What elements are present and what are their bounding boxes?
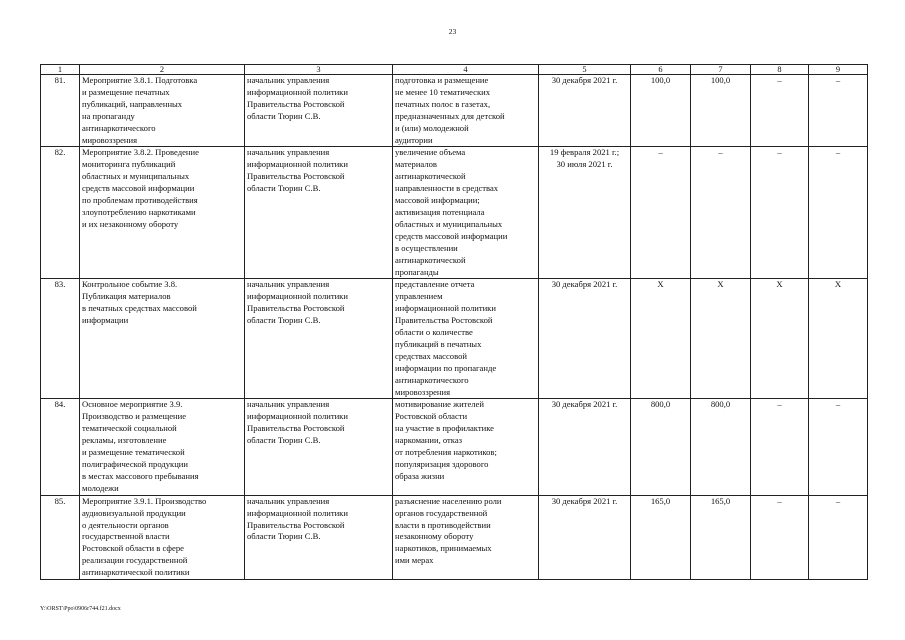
row-number: 82.: [41, 147, 80, 279]
value-cell: 800,0: [631, 399, 691, 495]
value-cell: –: [691, 147, 751, 279]
column-header: 6: [631, 65, 691, 75]
column-header: 4: [393, 65, 539, 75]
result-cell: мотивирование жителей Ростовской области на участие в профилактике наркомании, отказ от потребления наркотиков; популяризация здорового образа жизни: [393, 399, 539, 495]
row-number: 84.: [41, 399, 80, 495]
result-cell: увеличение объема материалов антинаркотической направленности в средствах массовой информации; активизация потенциала областных и муниципальных средств массовой информации в осуществлении антинаркотической пропаганды: [393, 147, 539, 279]
responsible-cell: начальник управления информационной политики Правительства Ростовской области Тюрин С.В.: [245, 279, 393, 399]
header-row: [41, 65, 868, 75]
value-cell: 800,0: [691, 399, 751, 495]
table-row: [41, 279, 868, 399]
column-header: 2: [80, 65, 245, 75]
plan-table: [40, 64, 868, 580]
date-cell: 30 декабря 2021 г.: [539, 279, 631, 399]
result-cell: подготовка и размещение не менее 10 тематических печатных полос в газетах, предназначенных для детской и (или) молодежной аудитории: [393, 75, 539, 147]
value-cell: Х: [631, 279, 691, 399]
responsible-cell: начальник управления информационной политики Правительства Ростовской области Тюрин С.В.: [245, 147, 393, 279]
value-cell: –: [751, 399, 809, 495]
event-cell: Мероприятие 3.8.1. Подготовка и размещение печатных публикаций, направленных на пропаганду антинаркотического мировоззрения: [80, 75, 245, 147]
event-cell: Мероприятие 3.9.1. Производство аудиовизуальной продукции о деятельности органов государственной власти Ростовской области в сфере реализации государственной антинаркотической политики: [80, 495, 245, 579]
result-cell: разъяснение населению роли органов государственной власти в противодействии незаконному обороту наркотиков, принимаемых ими мерах: [393, 495, 539, 579]
value-cell: Х: [751, 279, 809, 399]
file-path-footer: Y:\ORST\Ppo\0906r744.f21.docx: [40, 606, 121, 612]
date-cell: 30 декабря 2021 г.: [539, 399, 631, 495]
responsible-cell: начальник управления информационной политики Правительства Ростовской области Тюрин С.В.: [245, 75, 393, 147]
table-row: [41, 147, 868, 279]
responsible-cell: начальник управления информационной политики Правительства Ростовской области Тюрин С.В.: [245, 495, 393, 579]
value-cell: –: [631, 147, 691, 279]
value-cell: 100,0: [691, 75, 751, 147]
column-header: 7: [691, 65, 751, 75]
value-cell: –: [751, 75, 809, 147]
column-header: 5: [539, 65, 631, 75]
event-cell: Контрольное событие 3.8. Публикация материалов в печатных средствах массовой информации: [80, 279, 245, 399]
value-cell: –: [751, 495, 809, 579]
table-row: [41, 75, 868, 147]
column-header: 3: [245, 65, 393, 75]
row-number: 85.: [41, 495, 80, 579]
date-cell: 19 февраля 2021 г.; 30 июля 2021 г.: [539, 147, 631, 279]
value-cell: Х: [691, 279, 751, 399]
row-number: 83.: [41, 279, 80, 399]
value-cell: –: [809, 495, 868, 579]
value-cell: 165,0: [631, 495, 691, 579]
table-row: [41, 495, 868, 579]
event-cell: Основное мероприятие 3.9. Производство и размещение тематической социальной рекламы, изготовление и размещение тематической полиграфической продукции в местах массового пребывания молодежи: [80, 399, 245, 495]
value-cell: –: [809, 147, 868, 279]
date-cell: 30 декабря 2021 г.: [539, 495, 631, 579]
column-header: 9: [809, 65, 868, 75]
value-cell: 100,0: [631, 75, 691, 147]
value-cell: –: [751, 147, 809, 279]
column-header: 8: [751, 65, 809, 75]
page-number: 23: [448, 27, 457, 36]
result-cell: представление отчета управлением информационной политики Правительства Ростовской области о количестве публикаций в печатных средствах массовой информации по пропаганде антинаркотического мировоззрения: [393, 279, 539, 399]
value-cell: –: [809, 75, 868, 147]
event-cell: Мероприятие 3.8.2. Проведение мониторинга публикаций областных и муниципальных средств массовой информации по проблемам противодействия злоупотреблению наркотиками и их незаконному обороту: [80, 147, 245, 279]
column-header: 1: [41, 65, 80, 75]
value-cell: –: [809, 399, 868, 495]
value-cell: Х: [809, 279, 868, 399]
responsible-cell: начальник управления информационной политики Правительства Ростовской области Тюрин С.В.: [245, 399, 393, 495]
row-number: 81.: [41, 75, 80, 147]
date-cell: 30 декабря 2021 г.: [539, 75, 631, 147]
table-row: [41, 399, 868, 495]
value-cell: 165,0: [691, 495, 751, 579]
